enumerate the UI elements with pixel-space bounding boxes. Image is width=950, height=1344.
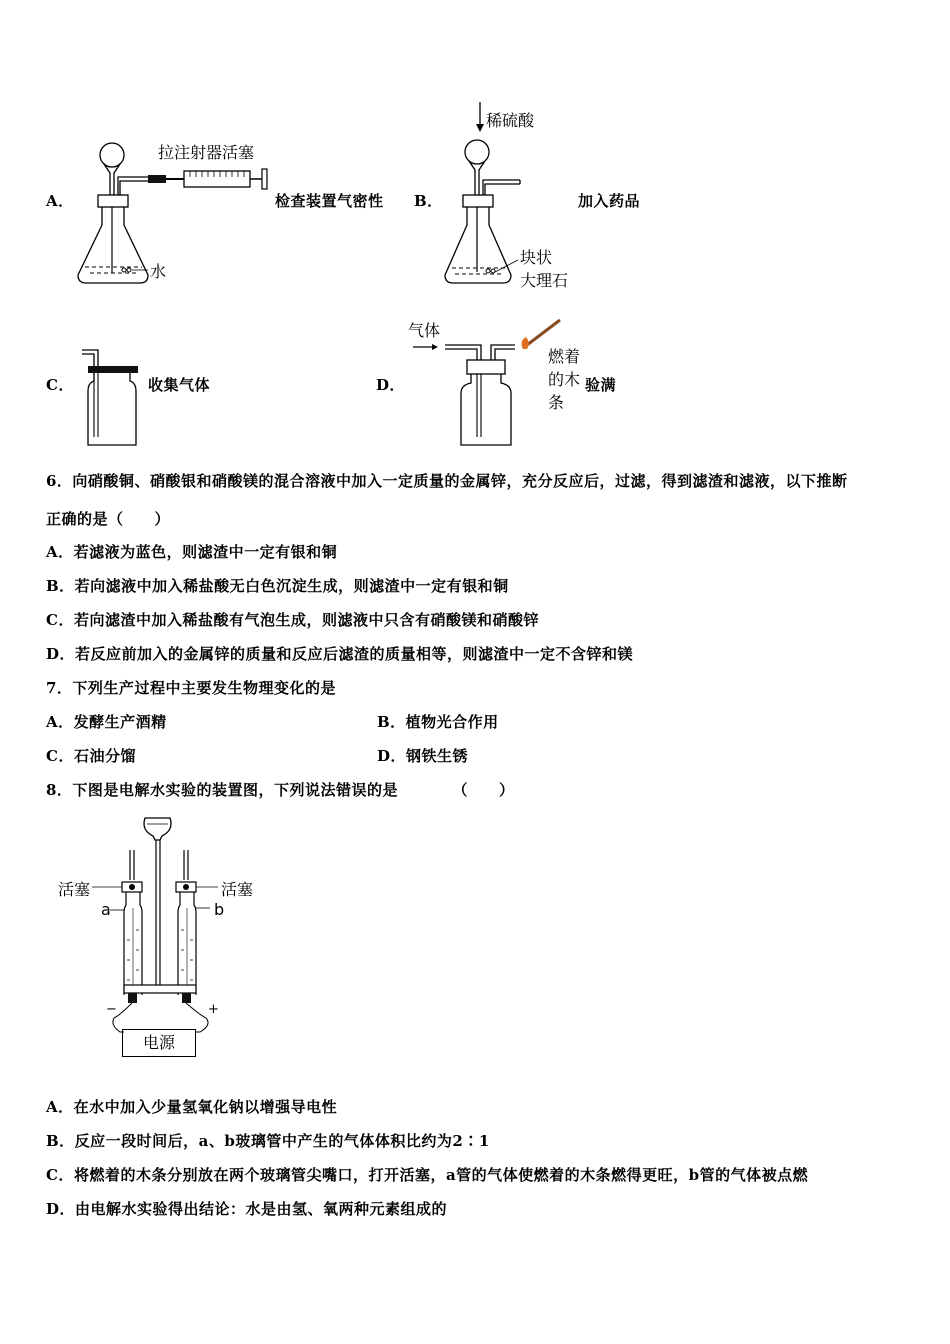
q5-option-d-caption: 验满 — [585, 376, 617, 394]
q5-c-gas-bottle-figure — [78, 345, 148, 450]
q5-option-b-caption: 加入药品 — [578, 192, 641, 210]
q7-option-b: B．植物光合作用 — [377, 713, 499, 731]
q8-stopcock-right-label: 活塞 — [221, 880, 254, 899]
q6-option-c: C．若向滤渣中加入稀盐酸有气泡生成，则滤液中只含有硝酸镁和硝酸锌 — [46, 611, 539, 629]
q6-stem-line1: 6．向硝酸铜、硝酸银和硝酸镁的混合溶液中加入一定质量的金属锌，充分反应后，过滤，得到滤渣和滤液，以下推断 — [46, 472, 848, 490]
q5-option-b-letter: B． — [414, 192, 443, 210]
q5-option-c-letter: C． — [46, 376, 74, 394]
q8-minus-label: − — [106, 1002, 117, 1017]
q8-option-b: B．反应一段时间后，a、b玻璃管中产生的气体体积比约为2∶1 — [46, 1132, 490, 1150]
q5-b-acid-label: 稀硫酸 — [486, 111, 535, 130]
q8-tube-a-label: a — [101, 900, 111, 919]
q8-option-a: A．在水中加入少量氢氧化钠以增强导电性 — [46, 1098, 338, 1116]
q6-option-b: B．若向滤液中加入稀盐酸无白色沉淀生成，则滤渣中一定有银和铜 — [46, 577, 509, 595]
q7-option-d: D．钢铁生锈 — [377, 747, 469, 765]
q5-d-wood-label-1: 燃着 — [548, 347, 581, 366]
q8-tube-b-label: b — [214, 900, 225, 919]
q5-option-a-letter: A． — [46, 192, 74, 210]
q5-option-d-letter: D． — [376, 376, 406, 394]
q5-a-syringe-label: 拉注射器活塞 — [158, 143, 255, 162]
q7-option-a: A．发酵生产酒精 — [46, 713, 167, 731]
q8-electrolysis-figure — [100, 810, 260, 1060]
q8-plus-label: + — [208, 1002, 219, 1017]
q8-option-d: D．由电解水实验得出结论：水是由氢、氧两种元素组成的 — [46, 1200, 448, 1218]
q5-a-water-label: 水 — [150, 262, 167, 281]
q6-stem-line2: 正确的是（ ） — [46, 510, 171, 528]
q7-option-c: C．石油分馏 — [46, 747, 136, 765]
q5-option-c-caption: 收集气体 — [148, 376, 211, 394]
q5-b-stone-label-2: 大理石 — [520, 271, 569, 290]
q5-d-wood-label-3: 条 — [548, 393, 565, 412]
q7-stem: 7．下列生产过程中主要发生物理变化的是 — [46, 679, 336, 697]
q8-option-c: C．将燃着的木条分别放在两个玻璃管尖嘴口，打开活塞，a管的气体使燃着的木条燃得更旺，b管的气体被点燃 — [46, 1166, 809, 1184]
q8-stem: 8．下图是电解水实验的装置图，下列说法错误的是 （ ） — [46, 781, 515, 799]
q6-option-a: A．若滤液为蓝色，则滤渣中一定有银和铜 — [46, 543, 338, 561]
q5-option-a-caption: 检查装置气密性 — [275, 192, 384, 210]
q5-b-stone-label-1: 块状 — [520, 248, 553, 267]
q5-d-gas-label: 气体 — [408, 321, 441, 340]
q5-d-wood-label-2: 的木 — [548, 370, 581, 389]
q6-option-d: D．若反应前加入的金属锌的质量和反应后滤渣的质量相等，则滤渣中一定不含锌和镁 — [46, 645, 634, 663]
q8-power-box: 电源 — [122, 1029, 196, 1057]
q8-stopcock-left-label: 活塞 — [58, 880, 91, 899]
